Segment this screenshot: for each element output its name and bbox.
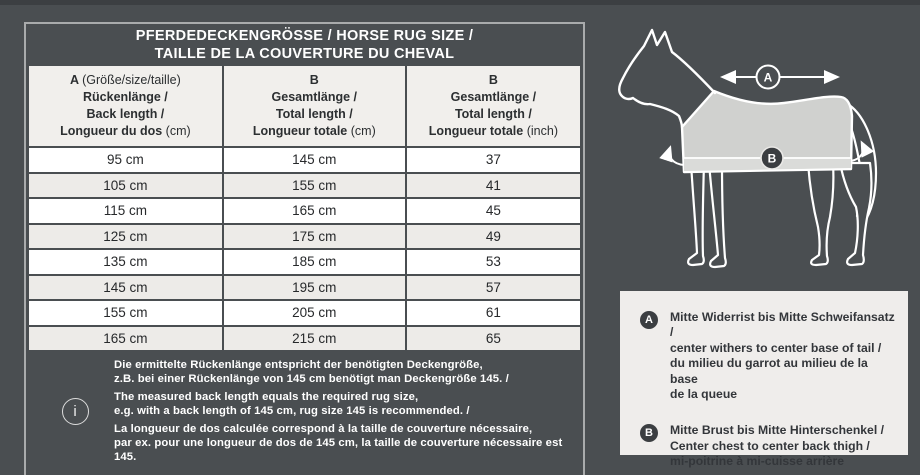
legend-box <box>620 291 908 469</box>
table-cell: 65 <box>407 327 580 351</box>
column-header-back-length: A (Größe/size/taille) Rückenlänge / Back length / Longueur du dos (cm) <box>29 66 222 146</box>
table-cell: 41 <box>407 174 580 198</box>
size-table-panel <box>24 22 585 475</box>
info-icon: i <box>62 398 89 425</box>
label-a: A <box>763 70 773 85</box>
note-english: The measured back length equals the required rug size, e.g. with a back length of 145 cm, rug size 145 is recommended. / <box>114 391 470 417</box>
table-cell: 205 cm <box>224 301 405 325</box>
front-leg-near <box>688 163 704 265</box>
table-cell: 165 cm <box>29 327 222 351</box>
horse-measurement-diagram <box>600 15 915 295</box>
column-header-total-length-inch: B Gesamtlänge / Total length / Longueur totale (inch) <box>407 66 580 146</box>
legend-item-a: A Mitte Widerrist bis Mitte Schweifansatz / center withers to center base of tail / du milieu du garrot au milieu de la base de la queue <box>640 310 898 402</box>
hind-leg-near <box>808 163 833 265</box>
table-cell: 57 <box>407 276 580 300</box>
table-cell: 45 <box>407 199 580 223</box>
table-cell: 155 cm <box>29 301 222 325</box>
table-cell: 145 cm <box>224 148 405 172</box>
table-cell: 125 cm <box>29 225 222 249</box>
title-line-2: TAILLE DE LA COUVERTURE DU CHEVAL <box>154 46 455 62</box>
table-cell: 145 cm <box>29 276 222 300</box>
table-cell: 105 cm <box>29 174 222 198</box>
front-leg-far <box>709 163 726 267</box>
legend-a-bullet: A <box>640 311 658 329</box>
table-cell: 215 cm <box>224 327 405 351</box>
hind-leg-far <box>840 163 871 265</box>
measure-b-front-hook <box>669 148 684 165</box>
size-table <box>29 66 580 350</box>
table-cell: 185 cm <box>224 250 405 274</box>
title-line-1: PFERDEDECKENGRÖSSE / HORSE RUG SIZE / <box>135 27 474 44</box>
column-header-total-length-cm: B Gesamtlänge / Total length / Longueur totale (cm) <box>224 66 405 146</box>
page-title <box>26 24 583 66</box>
horse-legs <box>688 163 871 267</box>
label-b: B <box>767 151 777 166</box>
table-cell: 53 <box>407 250 580 274</box>
table-cell: 49 <box>407 225 580 249</box>
table-cell: 165 cm <box>224 199 405 223</box>
top-border-strip <box>0 0 920 5</box>
table-cell: 135 cm <box>29 250 222 274</box>
note-french: La longueur de dos calculée correspond à la taille de couverture nécessaire, par ex. pour une longueur de dos de 145 cm, la taille de couverture nécessaire est 145. <box>114 423 563 463</box>
table-cell: 195 cm <box>224 276 405 300</box>
table-cell: 61 <box>407 301 580 325</box>
table-cell: 155 cm <box>224 174 405 198</box>
measurement-note <box>26 350 583 475</box>
legend-b-bullet: B <box>640 424 658 442</box>
legend-item-b: B Mitte Brust bis Mitte Hinterschenkel / Center chest to center back thigh / mi-poitrine à mi-cuisse arrière <box>640 423 898 469</box>
table-cell: 95 cm <box>29 148 222 172</box>
table-cell: 175 cm <box>224 225 405 249</box>
table-cell: 37 <box>407 148 580 172</box>
note-german: Die ermittelte Rückenlänge entspricht der benötigten Deckengröße, z.B. bei einer Rückenlänge von 145 cm benötigt man Deckengröße 145. / <box>114 359 509 385</box>
table-cell: 115 cm <box>29 199 222 223</box>
measure-a-arrow <box>723 66 837 89</box>
